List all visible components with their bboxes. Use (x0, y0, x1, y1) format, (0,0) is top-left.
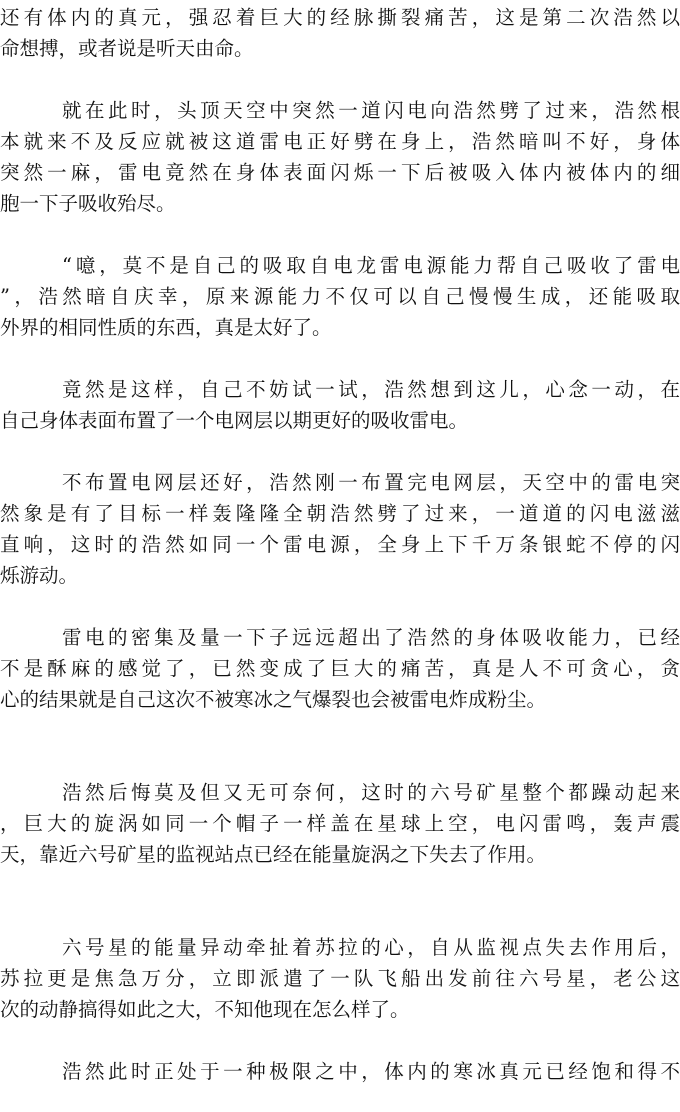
text-line: 不是酥麻的感觉了，已然变成了巨大的痛苦，真是人不可贪心，贪 (0, 657, 680, 680)
text-line: 然象是有了目标一样轰隆隆全朝浩然劈了过来，一道道的闪电滋滋 (0, 502, 680, 525)
text-line: 雷电的密集及量一下子远远超出了浩然的身体吸收能力，已经 (62, 626, 680, 649)
text-line: 自己身体表面布置了一个电网层以期更好的吸收雷电。 (0, 409, 469, 432)
text-line: 就在此时，头顶天空中突然一道闪电向浩然劈了过来，浩然根 (62, 99, 680, 122)
text-line: 浩然此时正处于一种极限之中，体内的寒冰真元已经饱和得不 (62, 1060, 680, 1083)
text-line: 不布置电网层还好，浩然刚一布置完电网层，天空中的雷电突 (62, 471, 680, 494)
text-line: ，巨大的旋涡如同一个帽子一样盖在星球上空，电闪雷鸣，轰声震 (0, 812, 680, 835)
text-line: 次的动静搞得如此之大，不知他现在怎么样了。 (0, 998, 410, 1021)
text-line: 烁游动。 (0, 564, 79, 587)
text-line: 天，靠近六号矿星的监视站点已经在能量旋涡之下失去了作用。 (0, 843, 547, 866)
text-line: “噫，莫不是自己的吸取自电龙雷电源能力帮自己吸收了雷电 (62, 254, 680, 277)
text-line: 胞一下子吸收殆尽。 (0, 192, 176, 215)
text-line: 本就来不及反应就被这道雷电正好劈在身上，浩然暗叫不好，身体 (0, 130, 680, 153)
text-line: 命想搏，或者说是听天由命。 (0, 37, 254, 60)
text-line: 六号星的能量异动牵扯着苏拉的心，自从监视点失去作用后， (62, 936, 680, 959)
text-line: 还有体内的真元，强忍着巨大的经脉撕裂痛苦，这是第二次浩然以 (0, 6, 680, 29)
text-line: 苏拉更是焦急万分，立即派遣了一队飞船出发前往六号星，老公这 (0, 967, 680, 990)
text-line: ”，浩然暗自庆幸，原来源能力不仅可以自己慢慢生成，还能吸取 (0, 285, 680, 308)
text-line: 竟然是这样，自己不妨试一试，浩然想到这儿，心念一动，在 (62, 378, 680, 401)
text-line: 浩然后悔莫及但又无可奈何，这时的六号矿星整个都躁动起来 (62, 781, 680, 804)
text-line: 突然一麻，雷电竟然在身体表面闪烁一下后被吸入体内被体内的细 (0, 161, 680, 184)
text-line: 直响，这时的浩然如同一个雷电源，全身上下千万条银蛇不停的闪 (0, 533, 680, 556)
text-line: 心的结果就是自己这次不被寒冰之气爆裂也会被雷电炸成粉尘。 (0, 688, 547, 711)
text-line: 外界的相同性质的东西，真是太好了。 (0, 316, 332, 339)
